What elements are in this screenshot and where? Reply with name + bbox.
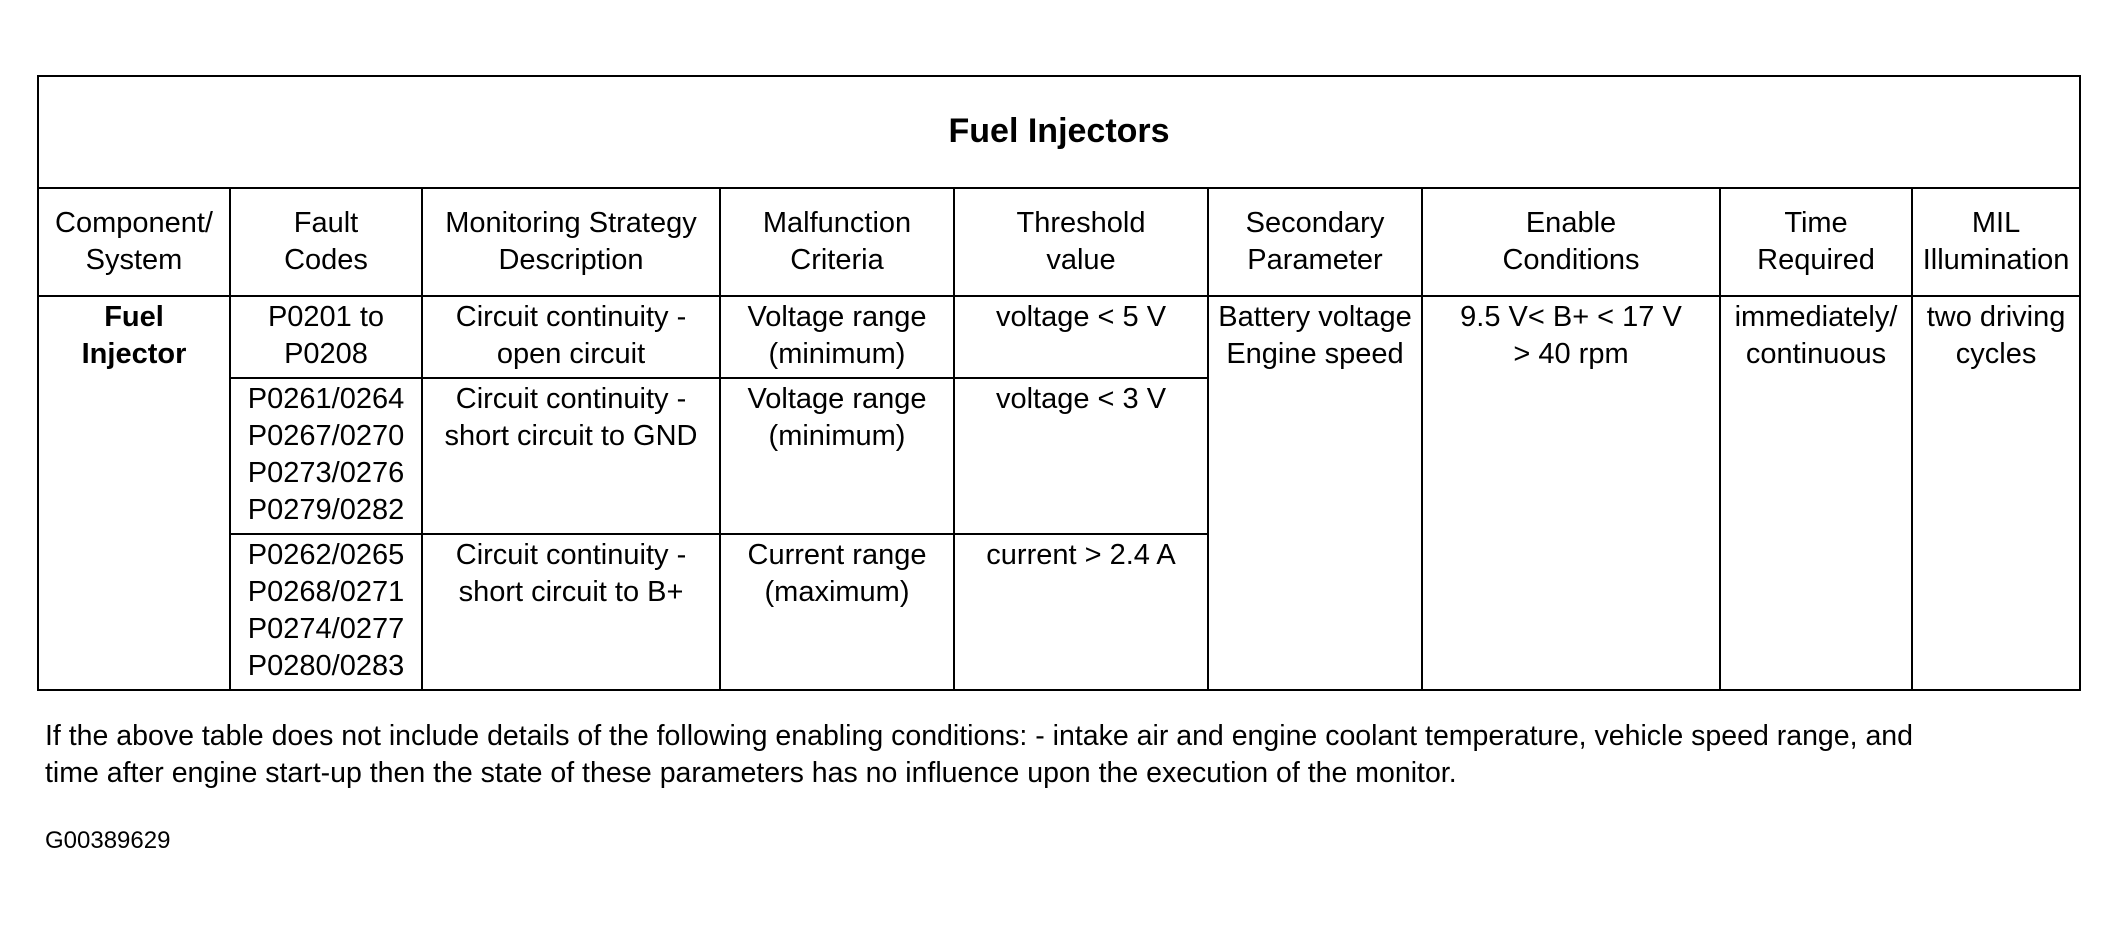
reference-id: G00389629 [45,827,171,854]
criteria-cell: Voltage range (minimum) [720,378,954,534]
header-threshold-value: Threshold value [954,188,1208,296]
footnote [45,718,2045,792]
enable-conditions-cell: 9.5 V< B+ < 17 V > 40 rpm [1422,296,1720,690]
table-row [38,296,2080,378]
fuel-injectors-table [37,75,2081,691]
header-fault-codes: Fault Codes [230,188,422,296]
header-monitoring-strategy: Monitoring Strategy Description [422,188,720,296]
time-required-cell: immediately/ continuous [1720,296,1912,690]
threshold-cell: voltage < 3 V [954,378,1208,534]
component-cell: Fuel Injector [38,296,230,690]
footnote-line: If the above table does not include details of the following enabling conditions: - intake air and engine coolant temperature, vehicle speed range, and [45,720,1914,752]
fault-codes-cell: P0261/0264 P0267/0270 P0273/0276 P0279/0282 [230,378,422,534]
header-enable-conditions: Enable Conditions [1422,188,1720,296]
description-cell: Circuit continuity - short circuit to GND [422,378,720,534]
secondary-parameter-cell: Battery voltage Engine speed [1208,296,1422,690]
header-row [38,188,2080,296]
header-secondary-parameter: Secondary Parameter [1208,188,1422,296]
criteria-cell: Voltage range (minimum) [720,296,954,378]
header-component: Component/ System [38,188,230,296]
mil-illumination-cell: two driving cycles [1912,296,2080,690]
fault-codes-cell: P0262/0265 P0268/0271 P0274/0277 P0280/0283 [230,534,422,690]
header-time-required: Time Required [1720,188,1912,296]
criteria-cell: Current range (maximum) [720,534,954,690]
footnote-line: time after engine start-up then the state of these parameters has no influence upon the execution of the monitor. [45,757,1457,789]
description-cell: Circuit continuity - short circuit to B+ [422,534,720,690]
header-malfunction-criteria: Malfunction Criteria [720,188,954,296]
table-title: Fuel Injectors [38,76,2080,188]
header-mil-illumination: MIL Illumination [1912,188,2080,296]
description-cell: Circuit continuity - open circuit [422,296,720,378]
threshold-cell: current > 2.4 A [954,534,1208,690]
fault-codes-cell: P0201 to P0208 [230,296,422,378]
threshold-cell: voltage < 5 V [954,296,1208,378]
